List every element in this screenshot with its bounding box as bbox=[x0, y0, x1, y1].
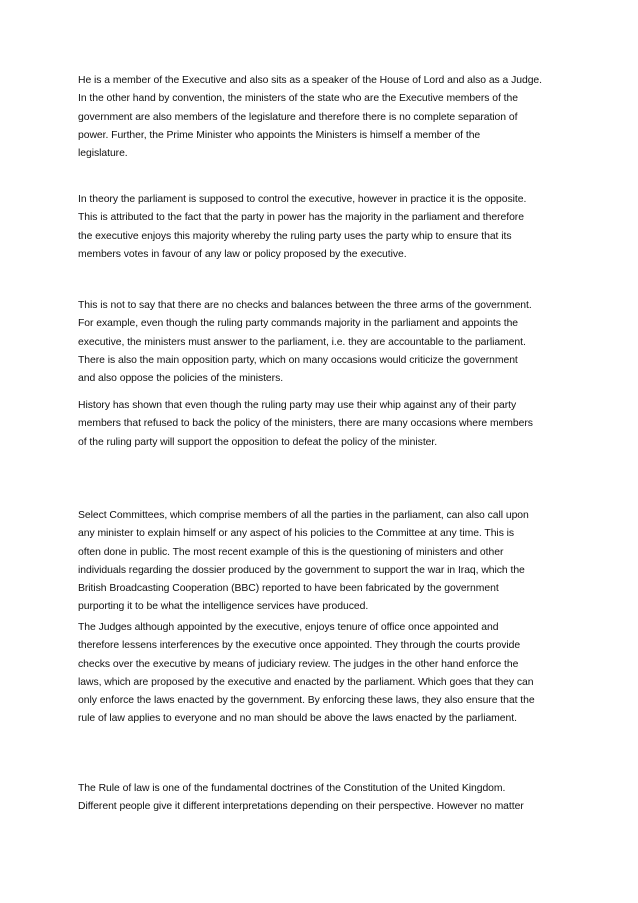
text-line: executive, the ministers must answer to the parliament, i.e. they are accountable to the parliament. bbox=[78, 336, 526, 348]
text-line: laws, which are proposed by the executive and enacted by the parliament. Which goes that they can bbox=[78, 676, 534, 688]
text-line: In theory the parliament is supposed to control the executive, however in practice it is the opposite. bbox=[78, 194, 527, 205]
text-line: The Rule of law is one of the fundamental doctrines of the Constitution of the United Kingdom. bbox=[78, 783, 506, 794]
text-line: any minister to explain himself or any aspect of his policies to the Committee at any time. This is bbox=[78, 528, 515, 540]
paragraph-lord-chancellor bbox=[78, 72, 568, 163]
paragraph-rule-of-law bbox=[78, 780, 568, 817]
paragraph-judges bbox=[78, 619, 568, 729]
text-line: legislature. bbox=[78, 148, 128, 160]
text-line: rule of law applies to everyone and no man should be above the laws enacted by the parliament. bbox=[78, 713, 517, 725]
text-line: purporting it to be what the intelligence services have produced. bbox=[78, 601, 369, 613]
text-line: the executive enjoys this majority whereby the ruling party uses the party whip to ensure that its bbox=[78, 230, 512, 242]
text-line: power. Further, the Prime Minister who appoints the Ministers is himself a member of the bbox=[78, 129, 481, 141]
text-line: Select Committees, which comprise members of all the parties in the parliament, can also call upon bbox=[78, 510, 529, 521]
text-line: of the ruling party will support the opposition to defeat the policy of the minister. bbox=[78, 436, 438, 448]
text-line: He is a member of the Executive and also sits as a speaker of the House of Lord and also as a Judge. bbox=[78, 75, 543, 86]
text-line: For example, even though the ruling party commands majority in the parliament and appoints the bbox=[78, 318, 519, 330]
text-line: This is attributed to the fact that the party in power has the majority in the parliament and therefore bbox=[78, 212, 524, 224]
text-line: Different people give it different interpretations depending on their perspective. However no matter bbox=[78, 801, 524, 813]
text-line: In the other hand by convention, the ministers of the state who are the Executive members of the bbox=[78, 93, 518, 105]
paragraph-party-whip-history bbox=[78, 397, 568, 452]
paragraph-select-committees bbox=[78, 507, 568, 617]
text-line: The Judges although appointed by the executive, enjoys tenure of office once appointed and bbox=[78, 622, 499, 633]
text-line: checks over the executive by means of judiciary review. The judges in the other hand enforce the bbox=[78, 658, 519, 670]
paragraph-checks-and-balances bbox=[78, 297, 568, 388]
text-line: members votes in favour of any law or policy proposed by the executive. bbox=[78, 248, 407, 260]
text-line: and also oppose the policies of the ministers. bbox=[78, 373, 284, 385]
text-line: This is not to say that there are no checks and balances between the three arms of the government. bbox=[78, 300, 532, 311]
text-line: History has shown that even though the ruling party may use their whip against any of their party bbox=[78, 400, 517, 411]
text-line: often done in public. The most recent example of this is the questioning of ministers and other bbox=[78, 546, 504, 558]
text-line: There is also the main opposition party, which on many occasions would criticize the government bbox=[78, 354, 518, 366]
text-line: British Broadcasting Cooperation (BBC) reported to have been fabricated by the government bbox=[78, 583, 499, 595]
text-line: therefore lessens interferences by the executive once appointed. They through the courts provide bbox=[78, 640, 521, 652]
text-line: only enforce the laws enacted by the government. By enforcing these laws, they also ensure that the bbox=[78, 695, 535, 707]
text-line: members that refused to back the policy of the ministers, there are many occasions where members bbox=[78, 418, 533, 430]
text-line: government are also members of the legislature and therefore there is no complete separation of bbox=[78, 111, 518, 123]
text-line: individuals regarding the dossier produced by the government to support the war in Iraq, which the bbox=[78, 564, 525, 576]
paragraph-parliament-control bbox=[78, 191, 568, 264]
